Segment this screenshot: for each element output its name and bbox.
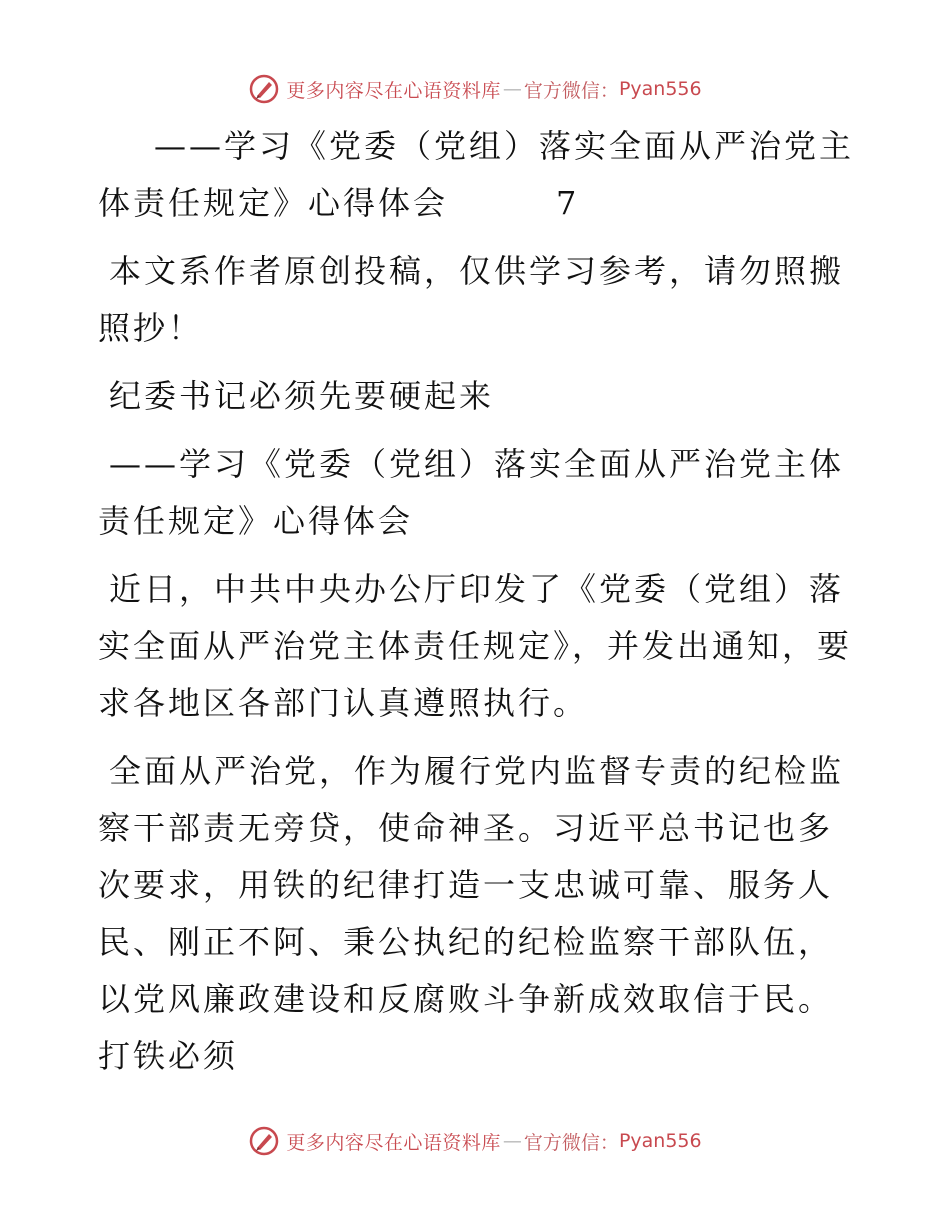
document-body — [98, 118, 858, 1096]
pen-logo-icon — [248, 73, 280, 105]
title-line — [98, 118, 858, 232]
watermark-wechat-label: 官方微信： — [523, 1131, 619, 1154]
watermark-separator: — — [502, 78, 522, 100]
watermark-separator: — — [502, 1130, 522, 1152]
watermark-wechat-id: Pyan556 — [618, 1130, 702, 1152]
watermark-text: 更多内容尽在心语资料库 — [286, 1131, 501, 1154]
watermark-text: 更多内容尽在心语资料库 — [286, 79, 501, 102]
article-heading: 纪委书记必须先要硬起来 — [109, 377, 495, 415]
paragraph-1: 近日，中共中央办公厅印发了《党委（党组）落实全面从严治党主体责任规定》，并发出通知，要求各地区各部门认真遵照执行。 — [98, 570, 853, 722]
watermark-wechat-id: Pyan556 — [618, 78, 702, 100]
copyright-notice: 本文系作者原创投稿，仅供学习参考，请勿照搬照抄！ — [98, 252, 845, 347]
page-number: 7 — [556, 184, 580, 222]
pen-logo-icon — [248, 1125, 280, 1157]
watermark-wechat-label: 官方微信： — [523, 79, 619, 102]
article-subheading: ——学习《党委（党组）落实全面从严治党主体责任规定》心得体会 — [98, 445, 845, 540]
paragraph-2: 全面从严治党，作为履行党内监督专责的纪检监察干部责无旁贷，使命神圣。习近平总书记也多次要求，用铁的纪律打造一支忠诚可靠、服务人民、刚正不阿、秉公执纪的纪检监察干部队伍，以党风廉政建设和反腐败斗争新成效取信于民。打铁必须 — [98, 752, 845, 1075]
title-text: ——学习《党委（党组）落实全面从严治党主体责任规定》心得体会 — [98, 127, 855, 222]
footer-watermark — [0, 1121, 950, 1161]
header-watermark — [0, 69, 950, 109]
